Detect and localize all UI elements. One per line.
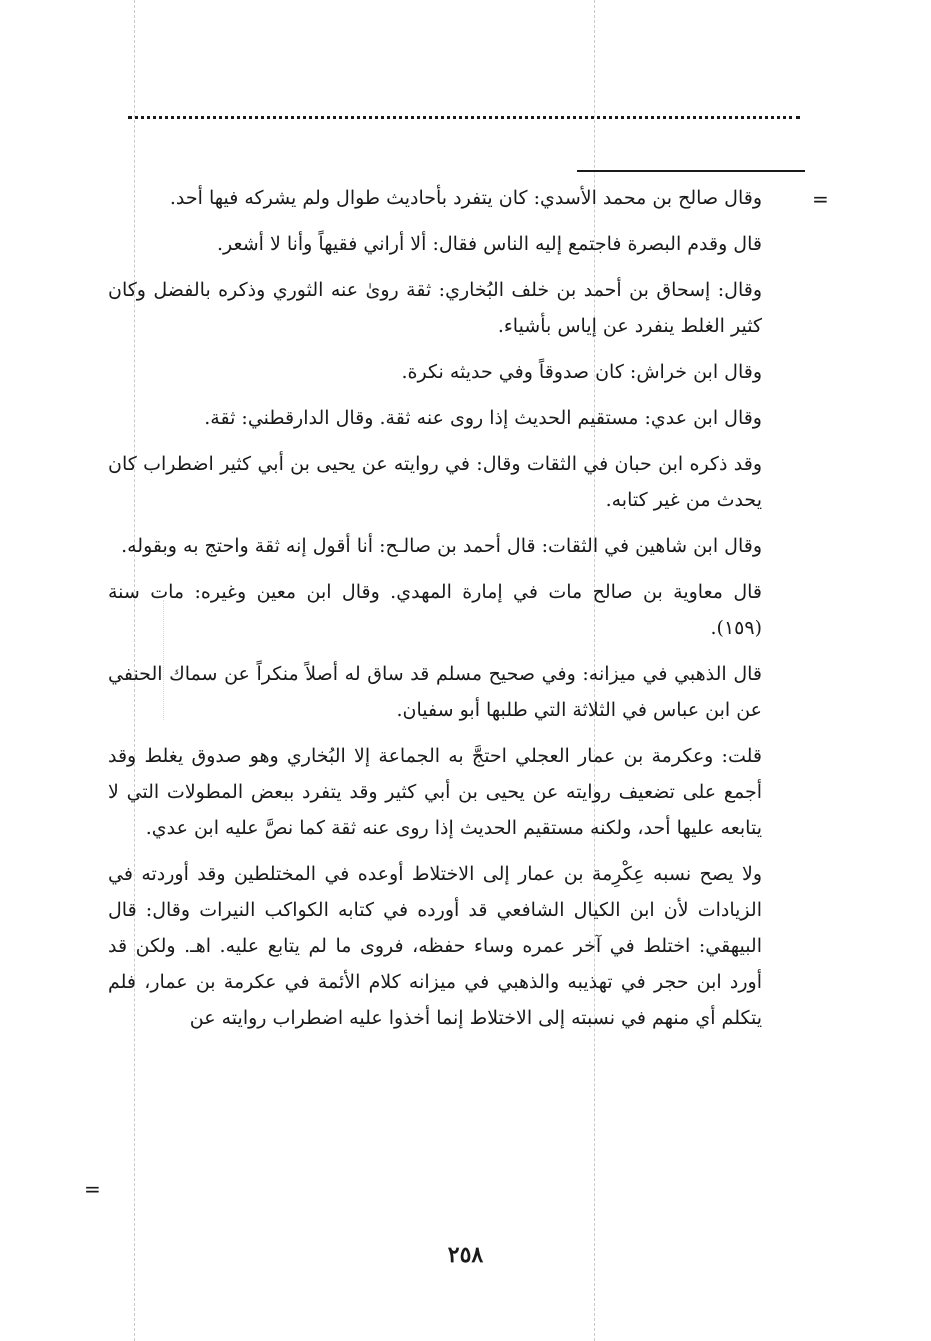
paragraph: وقال ابن عدي: مستقيم الحديث إذا روى عنه ثقة. وقال الدارقطني: ثقة. — [204, 407, 762, 429]
continuation-mark-bottom: = — [84, 1177, 101, 1201]
footnote-rule — [577, 170, 805, 172]
paragraph: قال معاوية بن صالح مات في إمارة المهدي. وقال ابن معين وغيره: مات سنة (١٥٩). — [108, 581, 762, 639]
paragraph: وقال صالح بن محمد الأسدي: كان يتفرد بأحاديث طوال ولم يشركه فيها أحد. — [169, 187, 762, 209]
dotted-separator — [128, 116, 800, 119]
paragraph: وقال ابن شاهين في الثقات: قال أحمد بن صالـح: أنا أقول إنه ثقة واحتج به وبقوله. — [121, 535, 762, 557]
paragraph: قلت: وعكرمة بن عمار العجلي احتجَّ به الجماعة إلا البُخاري وهو صدوق يغلط وقد أجمع على تضعيف روايته عن يحيى بن أبي كثير وقد يتفرد ببعض المطولات التي لا يتابعه عليها أحد، ولكنه مستقيم الحديث إذا روى عنه ثقة كما نصَّ عليه ابن عدي. — [108, 745, 762, 839]
paragraph: وقال: إسحاق بن أحمد بن خلف البُخاري: ثقة روىٰ عنه الثوري وذكره بالفضل وكان كثير الغلط ينفرد عن إياس بأشياء. — [108, 279, 762, 337]
page-number: ٢٥٨ — [447, 1242, 484, 1268]
paragraph: قال وقدم البصرة فاجتمع إليه الناس فقال: ألا أراني فقيهاً وأنا لا أشعر. — [217, 233, 762, 255]
continuation-mark-top: = — [812, 187, 829, 211]
paragraph: قال الذهبي في ميزانه: وفي صحيح مسلم قد ساق له أصلاً منكراً عن سماك الحنفي عن ابن عباس في الثلاثة التي طلبها أبو سفيان. — [108, 663, 762, 721]
paragraph: وقد ذكره ابن حبان في الثقات وقال: في روايته عن يحيى بن أبي كثير اضطراب كان يحدث من غير كتابه. — [108, 453, 762, 511]
paragraph: ولا يصح نسبه عِكْرِمة بن عمار إلى الاختلاط أوعده في المختلطين وقد أوردته في الزيادات لأن ابن الكيال الشافعي قد أورده في كتابه الكواكب النيرات وقال: قال البيهقي: اختلط في آخر عمره وساء حفظه، فروى ما لم يتابع عليه. اهـ. ولكن قد أورد ابن حجر في تهذيبه والذهبي في ميزانه كلام الأئمة في عكرمة بن عمار، فلم يتكلم أي منهم في نسبته إلى الاختلاط إنما أخذوا عليه اضطراب روايته عن — [108, 863, 762, 1029]
footnote-body — [108, 180, 762, 1046]
paragraph: وقال ابن خراش: كان صدوقاً وفي حديثه نكرة. — [401, 361, 762, 383]
